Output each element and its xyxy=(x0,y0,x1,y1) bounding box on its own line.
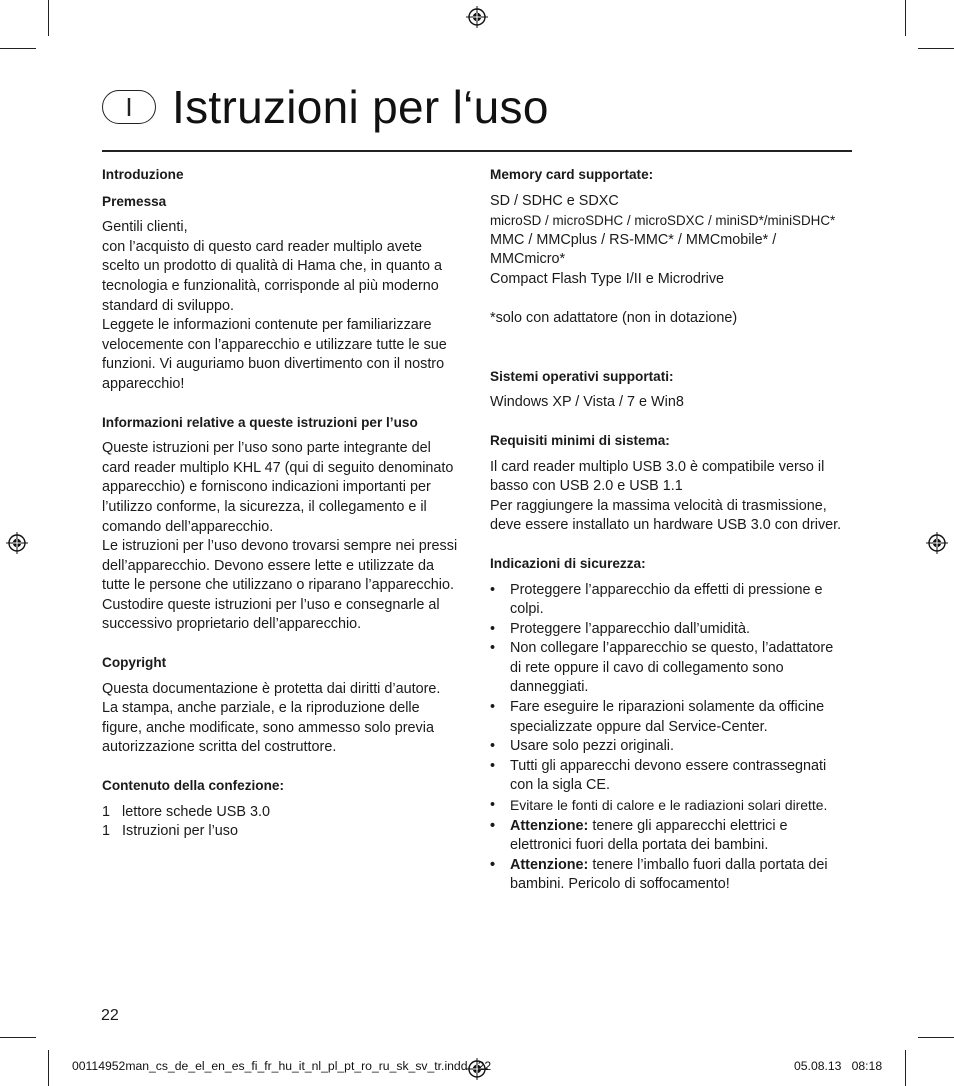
crop-mark xyxy=(918,48,954,49)
item-line: colpi. xyxy=(510,601,544,618)
item-line: Usare solo pezzi originali. xyxy=(510,738,674,755)
section-heading-requisiti: Requisiti minimi di sistema: xyxy=(490,432,670,448)
right-column xyxy=(490,165,855,895)
page-header xyxy=(102,82,549,132)
item-line: danneggiati. xyxy=(510,679,589,696)
item-line: elettronici fuori della portata dei bambini. xyxy=(510,837,769,854)
title-divider xyxy=(102,150,852,152)
item-line: Proteggere l’apparecchio dall’umidità. xyxy=(510,620,750,637)
section-heading-informazioni: Informazioni relative a queste istruzioni per l’uso xyxy=(102,414,418,430)
item-line: Proteggere l’apparecchio da effetti di pressione e xyxy=(510,581,823,598)
list-item xyxy=(490,737,855,757)
text-line: Questa documentazione è protetta dai diritti d’autore. xyxy=(102,680,441,697)
text-line: deve essere installato un hardware USB 3.0 con driver. xyxy=(490,517,842,534)
crop-mark xyxy=(48,0,49,36)
page-number: 22 xyxy=(101,1007,119,1024)
left-column xyxy=(102,165,470,842)
list-item xyxy=(102,822,470,842)
crop-mark xyxy=(0,1037,36,1038)
item-line: specializzate oppure dal Service-Center. xyxy=(510,718,768,735)
item-line: bambini. Pericolo di soffocamento! xyxy=(510,876,730,893)
text-line: funzioni. Vi auguriamo buon divertimento con il nostro xyxy=(102,356,445,373)
item-line: tenere l’imballo fuori dalla portata dei xyxy=(588,856,828,873)
list-item xyxy=(490,698,855,737)
text-line: card reader multiplo KHL 47 (qui di seguito denominato xyxy=(102,459,454,476)
text-line: comando dell’apparecchio. xyxy=(102,518,274,535)
text-line: apparecchio) e forniscono indicazioni importanti per xyxy=(102,479,431,496)
bullet-icon: • xyxy=(490,817,496,834)
os-text: Windows XP / Vista / 7 e Win8 xyxy=(490,394,684,411)
section-heading-sicurezza: Indicazioni di sicurezza: xyxy=(490,555,646,571)
list-item xyxy=(490,639,855,698)
item-text: lettore schede USB 3.0 xyxy=(122,803,270,820)
copyright-paragraph xyxy=(102,680,470,758)
contents-list xyxy=(102,803,470,842)
section-heading-memory-card: Memory card supportate: xyxy=(490,167,654,182)
bullet-icon: • xyxy=(490,757,496,774)
text-line: Custodire queste istruzioni per l’uso e consegnarle al xyxy=(102,596,440,613)
crop-mark xyxy=(0,48,36,49)
text-line: figure, anche modificate, sono ammesso solo previa xyxy=(102,719,434,736)
text-line: tutte le persone che utilizzano o riparano l’apparecchio. xyxy=(102,577,454,594)
premessa-paragraph xyxy=(102,218,470,394)
text-line: scelto un prodotto di qualità di Hama che, in quanto a xyxy=(102,258,442,275)
bullet-icon: • xyxy=(490,738,496,755)
text-line: con l’acquisto di questo card reader multiplo avete xyxy=(102,238,422,255)
registration-mark-icon xyxy=(926,532,948,554)
bullet-icon: • xyxy=(490,581,496,598)
text-line: standard di sviluppo. xyxy=(102,297,234,314)
memory-card-paragraph xyxy=(490,192,855,290)
text-line: Le istruzioni per l’uso devono trovarsi sempre nei pressi xyxy=(102,538,458,555)
warning-label: Attenzione: xyxy=(510,817,589,834)
text-line: successivo proprietario dell’apparecchio. xyxy=(102,616,362,633)
registration-mark-icon xyxy=(466,6,488,28)
language-badge: I xyxy=(102,90,156,124)
requisiti-paragraph xyxy=(490,458,855,536)
text-line: MMCmicro* xyxy=(490,251,566,268)
crop-mark xyxy=(905,1050,906,1086)
text-line: basso con USB 2.0 e USB 1.1 xyxy=(490,478,683,495)
list-item xyxy=(490,796,855,817)
item-quantity: 1 xyxy=(102,823,111,840)
text-line: velocemente con l’apparecchio e utilizzare tutte le sue xyxy=(102,336,447,353)
print-slug-filename: 00114952man_cs_de_el_en_es_fi_fr_hu_it_nl_pl_pt_ro_ru_sk_sv_tr.indd 22 xyxy=(72,1059,492,1073)
text-line: microSD / microSDHC / microSDXC / miniSD*/miniSDHC* xyxy=(490,213,836,229)
item-quantity: 1 xyxy=(102,803,111,820)
section-heading-premessa: Premessa xyxy=(102,193,167,209)
list-item xyxy=(490,620,855,640)
text-line: Queste istruzioni per l’uso sono parte integrante del xyxy=(102,440,431,457)
section-heading-sistemi-operativi: Sistemi operativi supportati: xyxy=(490,368,674,384)
list-item xyxy=(490,817,855,856)
item-line: Tutti gli apparecchi devono essere contrassegnati xyxy=(510,757,827,774)
item-line: di rete oppure il cavo di collegamento sono xyxy=(510,659,784,676)
crop-mark xyxy=(905,0,906,36)
item-line: con la sigla CE. xyxy=(510,777,610,794)
text-line: apparecchio! xyxy=(102,375,185,392)
section-heading-contenuto: Contenuto della confezione: xyxy=(102,778,285,794)
list-item xyxy=(490,581,855,620)
text-line: Leggete le informazioni contenute per familiarizzare xyxy=(102,317,432,334)
item-text: Istruzioni per l’uso xyxy=(122,823,238,840)
text-line: l’utilizzo conforme, la sicurezza, il collegamento e il xyxy=(102,498,427,515)
list-item xyxy=(490,856,855,895)
text-line: SD / SDHC e SDXC xyxy=(490,192,619,209)
informazioni-paragraph xyxy=(102,439,470,635)
adapter-note: *solo con adattatore (non in dotazione) xyxy=(490,310,738,327)
text-line: tecnologia e funzionalità, corrisponde al più moderno xyxy=(102,277,439,294)
item-line: Evitare le fonti di calore e le radiazioni solari dirette. xyxy=(510,797,828,814)
text-line: Gentili clienti, xyxy=(102,219,188,236)
bullet-icon: • xyxy=(490,699,496,716)
text-line: Per raggiungere la massima velocità di trasmissione, xyxy=(490,497,827,514)
list-item xyxy=(102,803,470,823)
safety-list xyxy=(490,581,855,896)
bullet-icon: • xyxy=(490,797,496,814)
crop-mark xyxy=(918,1037,954,1038)
text-line: Il card reader multiplo USB 3.0 è compatibile verso il xyxy=(490,458,825,475)
text-line: autorizzazione scritta del costruttore. xyxy=(102,739,337,756)
bullet-icon: • xyxy=(490,640,496,657)
text-line: dell’apparecchio. Devono essere lette e utilizzate da xyxy=(102,557,434,574)
print-slug-date: 05.08.13 08:18 xyxy=(794,1059,883,1073)
bullet-icon: • xyxy=(490,620,496,637)
list-item xyxy=(490,757,855,796)
item-line: Fare eseguire le riparazioni solamente da officine xyxy=(510,699,825,716)
warning-label: Attenzione: xyxy=(510,856,589,873)
bullet-icon: • xyxy=(490,856,496,873)
item-line: Non collegare l’apparecchio se questo, l’adattatore xyxy=(510,640,834,657)
text-line: MMC / MMCplus / RS-MMC* / MMCmobile* / xyxy=(490,231,777,248)
text-line: Compact Flash Type I/II e Microdrive xyxy=(490,270,725,287)
section-heading-introduzione: Introduzione xyxy=(102,167,184,182)
page-title: Istruzioni per l‘uso xyxy=(172,81,549,133)
registration-mark-icon xyxy=(6,532,28,554)
text-line: La stampa, anche parziale, e la riproduzione delle xyxy=(102,700,420,717)
item-line: tenere gli apparecchi elettrici e xyxy=(588,817,788,834)
crop-mark xyxy=(48,1050,49,1086)
section-heading-copyright: Copyright xyxy=(102,655,167,671)
